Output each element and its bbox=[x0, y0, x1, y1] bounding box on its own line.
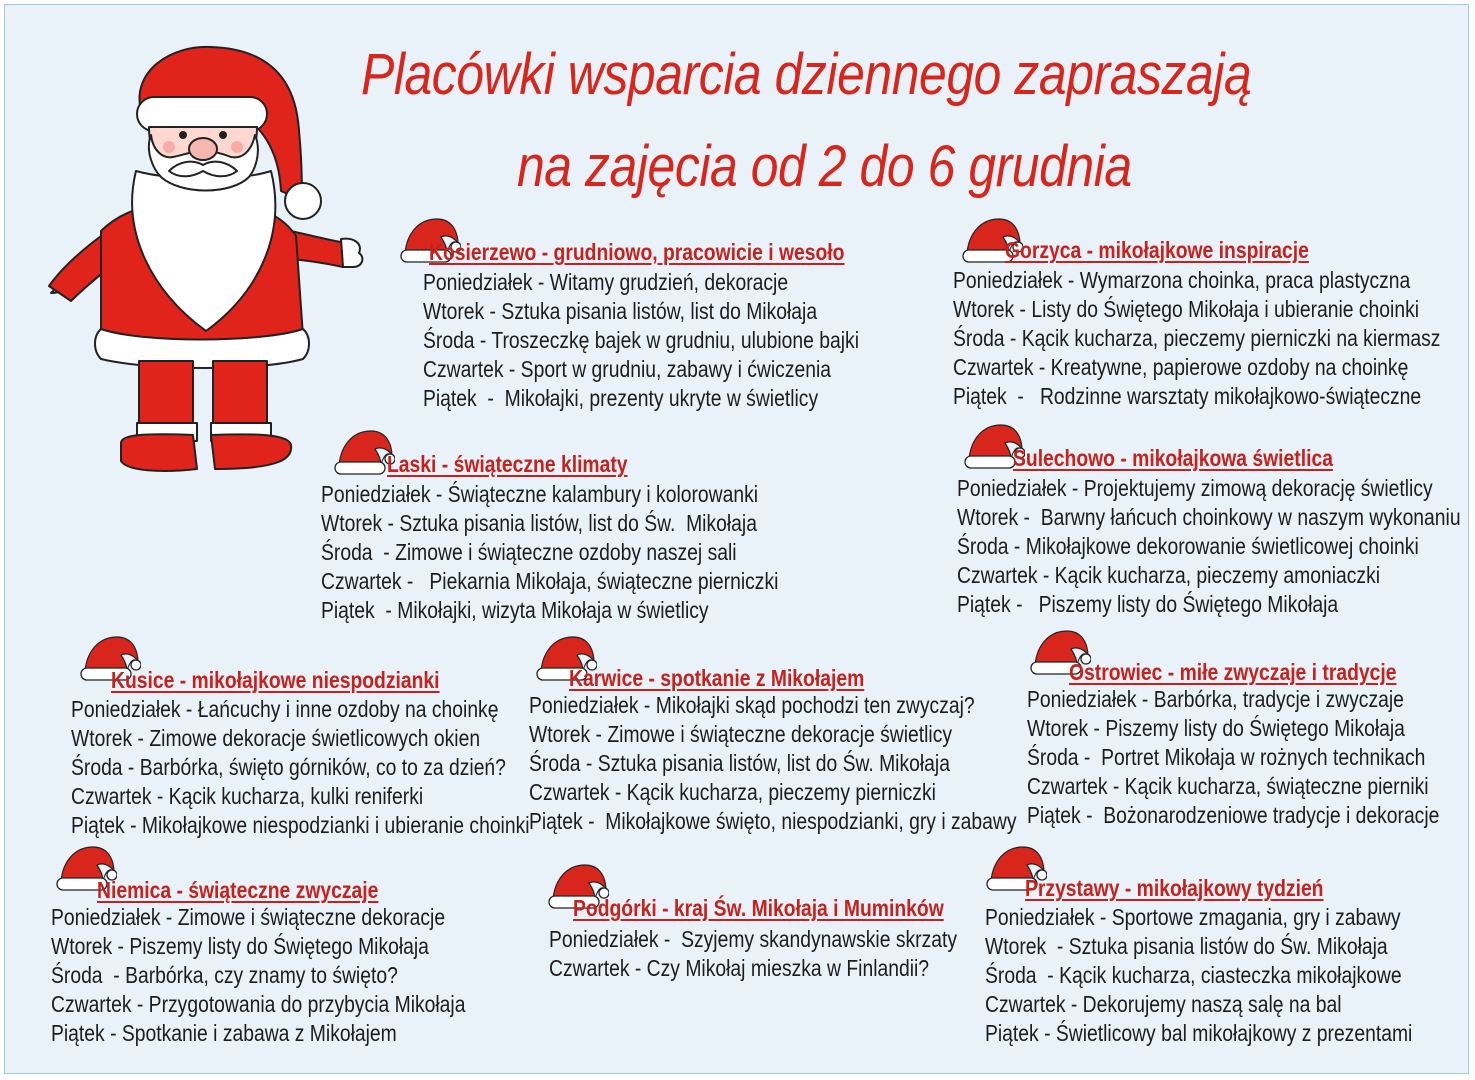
schedule-item: Środa - Troszeczkę bajek w grudniu, ulubione bajki bbox=[423, 327, 860, 353]
section-heading: Laski - świąteczne klimaty bbox=[387, 451, 628, 477]
schedule-item: Poniedziałek - Barbórka, tradycje i zwyczaje bbox=[1027, 686, 1404, 712]
schedule-item: Czwartek - Kreatywne, papierowe ozdoby na choinkę bbox=[953, 354, 1409, 380]
schedule-item: Środa - Portret Mikołaja w rożnych technikach bbox=[1027, 744, 1426, 770]
schedule-item: Wtorek - Sztuka pisania listów, list do Mikołaja bbox=[423, 298, 818, 324]
schedule-list bbox=[549, 925, 957, 983]
schedule-list bbox=[985, 903, 1412, 1048]
schedule-item: Wtorek - Listy do Świętego Mikołaja i ubieranie choinki bbox=[953, 296, 1420, 322]
schedule-item: Wtorek - Sztuka pisania listów, list do Św. Mikołaja bbox=[321, 510, 757, 536]
schedule-item: Środa - Zimowe i świąteczne ozdoby naszej sali bbox=[321, 539, 737, 565]
schedule-list bbox=[1027, 685, 1439, 830]
section-heading: Przystawy - mikołajkowy tydzień bbox=[1025, 875, 1324, 901]
schedule-list bbox=[957, 474, 1461, 619]
section-heading: Ostrowiec - miłe zwyczaje i tradycje bbox=[1069, 659, 1397, 685]
schedule-item: Piątek - Mikołajkowe święto, niespodzianki, gry i zabawy bbox=[529, 808, 1017, 834]
schedule-item: Piątek - Mikołajki, prezenty ukryte w świetlicy bbox=[423, 385, 819, 411]
schedule-list bbox=[71, 695, 530, 840]
schedule-item: Wtorek - Piszemy listy do Świętego Mikołaja bbox=[51, 933, 429, 959]
schedule-list bbox=[321, 480, 778, 625]
section-heading: Niemica - świąteczne zwyczaje bbox=[97, 877, 379, 903]
schedule-item: Poniedziałek - Witamy grudzień, dekoracje bbox=[423, 269, 789, 295]
schedule-list bbox=[51, 903, 465, 1048]
schedule-item: Czwartek - Kącik kucharza, kulki reniferki bbox=[71, 783, 424, 809]
schedule-item: Czwartek - Kącik kucharza, pieczemy amoniaczki bbox=[957, 562, 1381, 588]
schedule-item: Wtorek - Zimowe dekoracje świetlicowych okien bbox=[71, 725, 481, 751]
schedule-item: Piątek - Spotkanie i zabawa z Mikołajem bbox=[51, 1020, 397, 1046]
schedule-item: Poniedziałek - Sportowe zmagania, gry i zabawy bbox=[985, 904, 1401, 930]
schedule-item: Piątek - Mikołajkowe niespodzianki i ubieranie choinki bbox=[71, 812, 530, 838]
schedule-item: Czwartek - Czy Mikołaj mieszka w Finlandii? bbox=[549, 955, 930, 981]
schedule-item: Środa - Kącik kucharza, ciasteczka mikołajkowe bbox=[985, 962, 1402, 988]
section-heading: Gorzyca - mikołajkowe inspiracje bbox=[1005, 237, 1309, 263]
section-heading: Sulechowo - mikołajkowa świetlica bbox=[1013, 445, 1333, 471]
schedule-item: Czwartek - Sport w grudniu, zabawy i ćwiczenia bbox=[423, 356, 832, 382]
section-heading: Kusice - mikołajkowe niespodzianki bbox=[111, 667, 440, 693]
schedule-item: Wtorek - Barwny łańcuch choinkowy w naszym wykonaniu bbox=[957, 504, 1461, 530]
schedule-item: Wtorek - Piszemy listy do Świętego Mikołaja bbox=[1027, 715, 1405, 741]
schedule-item: Czwartek - Dekorujemy naszą salę na bal bbox=[985, 991, 1342, 1017]
schedule-item: Środa - Barbórka, święto górników, co to za dzień? bbox=[71, 754, 506, 780]
santa-claus-illustration bbox=[41, 31, 371, 481]
section-heading: Podgórki - kraj Św. Mikołaja i Muminków bbox=[573, 895, 944, 921]
schedule-list bbox=[529, 691, 1017, 836]
schedule-item: Piątek - Świetlicowy bal mikołajkowy z prezentami bbox=[985, 1020, 1413, 1046]
schedule-item: Piątek - Mikołajki, wizyta Mikołaja w świetlicy bbox=[321, 597, 709, 623]
poster bbox=[4, 4, 1469, 1074]
page-title-line1: Placówki wsparcia dziennego zapraszają bbox=[361, 42, 1252, 107]
schedule-item: Poniedziałek - Szyjemy skandynawskie skrzaty bbox=[549, 926, 958, 952]
schedule-item: Czwartek - Piekarnia Mikołaja, świąteczne pierniczki bbox=[321, 568, 779, 594]
schedule-item: Czwartek - Kącik kucharza, pieczemy pierniczki bbox=[529, 779, 936, 805]
schedule-item: Poniedziałek - Świąteczne kalambury i kolorowanki bbox=[321, 481, 759, 507]
schedule-item: Środa - Kącik kucharza, pieczemy pierniczki na kiermasz bbox=[953, 325, 1441, 351]
schedule-item: Środa - Mikołajkowe dekorowanie świetlicowej choinki bbox=[957, 533, 1419, 559]
schedule-item: Czwartek - Przygotowania do przybycia Mikołaja bbox=[51, 991, 466, 1017]
schedule-item: Poniedziałek - Wymarzona choinka, praca plastyczna bbox=[953, 267, 1411, 293]
schedule-item: Środa - Sztuka pisania listów, list do Św. Mikołaja bbox=[529, 750, 950, 776]
section-heading: Kosierzewo - grudniowo, pracowicie i wesoło bbox=[429, 239, 845, 265]
schedule-item: Poniedziałek - Projektujemy zimową dekorację świetlicy bbox=[957, 475, 1433, 501]
schedule-item: Piątek - Piszemy listy do Świętego Mikołaja bbox=[957, 591, 1339, 617]
schedule-item: Środa - Barbórka, czy znamy to święto? bbox=[51, 962, 398, 988]
schedule-item: Poniedziałek - Zimowe i świąteczne dekoracje bbox=[51, 904, 446, 930]
schedule-item: Wtorek - Zimowe i świąteczne dekoracje świetlicy bbox=[529, 721, 953, 747]
schedule-item: Wtorek - Sztuka pisania listów do Św. Mikołaja bbox=[985, 933, 1388, 959]
schedule-item: Czwartek - Kącik kucharza, świąteczne pierniki bbox=[1027, 773, 1429, 799]
schedule-list bbox=[953, 266, 1440, 411]
santa-hat-icon bbox=[331, 425, 395, 483]
schedule-list bbox=[423, 268, 859, 413]
section-heading: Karwice - spotkanie z Mikołajem bbox=[569, 665, 865, 691]
page-title-line2: na zajęcia od 2 do 6 grudnia bbox=[517, 134, 1132, 199]
schedule-item: Poniedziałek - Łańcuchy i inne ozdoby na choinkę bbox=[71, 696, 499, 722]
schedule-item: Poniedziałek - Mikołajki skąd pochodzi ten zwyczaj? bbox=[529, 692, 975, 718]
schedule-item: Piątek - Rodzinne warsztaty mikołajkowo-świąteczne bbox=[953, 383, 1422, 409]
schedule-item: Piątek - Bożonarodzeniowe tradycje i dekoracje bbox=[1027, 802, 1440, 828]
